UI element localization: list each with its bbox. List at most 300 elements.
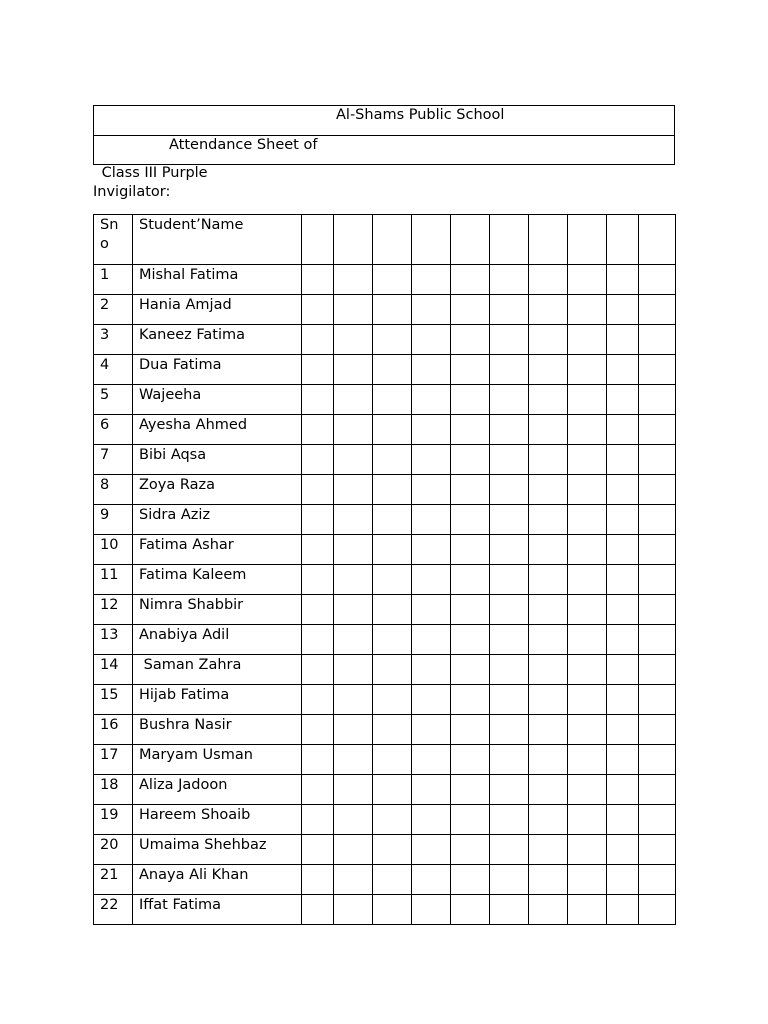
- attendance-cell[interactable]: [607, 775, 639, 805]
- attendance-cell[interactable]: [451, 625, 490, 655]
- attendance-cell[interactable]: [334, 475, 373, 505]
- attendance-cell[interactable]: [302, 895, 334, 925]
- attendance-cell[interactable]: [607, 535, 639, 565]
- attendance-cell[interactable]: [568, 445, 607, 475]
- table-row: [94, 595, 676, 625]
- attendance-cell[interactable]: [373, 505, 412, 535]
- attendance-cell[interactable]: [639, 655, 676, 685]
- attendance-cell[interactable]: [412, 295, 451, 325]
- attendance-cell[interactable]: [568, 835, 607, 865]
- attendance-cell[interactable]: [607, 415, 639, 445]
- attendance-cell[interactable]: [302, 415, 334, 445]
- attendance-cell[interactable]: [451, 865, 490, 895]
- attendance-cell[interactable]: [302, 385, 334, 415]
- attendance-cell[interactable]: [639, 265, 676, 295]
- header-row-school: [94, 106, 674, 136]
- attendance-cell[interactable]: [529, 595, 568, 625]
- attendance-cell[interactable]: [490, 295, 529, 325]
- attendance-cell[interactable]: [607, 385, 639, 415]
- attendance-cell[interactable]: [334, 655, 373, 685]
- table-header-row: [94, 215, 676, 265]
- attendance-cell[interactable]: [529, 265, 568, 295]
- sno-cell: [94, 505, 133, 535]
- attendance-header-cell: [639, 215, 676, 265]
- serial-number: 4: [100, 357, 110, 373]
- attendance-cell[interactable]: [373, 835, 412, 865]
- attendance-cell[interactable]: [334, 775, 373, 805]
- attendance-cell[interactable]: [639, 805, 676, 835]
- attendance-cell[interactable]: [412, 865, 451, 895]
- table-row: [94, 775, 676, 805]
- attendance-cell[interactable]: [412, 505, 451, 535]
- attendance-cell[interactable]: [451, 895, 490, 925]
- attendance-cell[interactable]: [373, 565, 412, 595]
- attendance-cell[interactable]: [451, 655, 490, 685]
- name-cell: [133, 865, 302, 895]
- attendance-cell[interactable]: [490, 865, 529, 895]
- attendance-cell[interactable]: [490, 655, 529, 685]
- attendance-cell[interactable]: [451, 565, 490, 595]
- attendance-cell[interactable]: [302, 355, 334, 385]
- attendance-cell[interactable]: [568, 865, 607, 895]
- name-cell: [133, 625, 302, 655]
- attendance-cell[interactable]: [490, 535, 529, 565]
- name-cell: [133, 715, 302, 745]
- attendance-cell[interactable]: [568, 685, 607, 715]
- attendance-cell[interactable]: [334, 295, 373, 325]
- attendance-cell[interactable]: [607, 895, 639, 925]
- table-row: [94, 895, 676, 925]
- attendance-cell[interactable]: [451, 505, 490, 535]
- sno-cell: [94, 895, 133, 925]
- attendance-cell[interactable]: [639, 775, 676, 805]
- attendance-cell[interactable]: [607, 265, 639, 295]
- attendance-cell[interactable]: [490, 715, 529, 745]
- attendance-cell[interactable]: [607, 565, 639, 595]
- attendance-cell[interactable]: [529, 385, 568, 415]
- attendance-cell[interactable]: [373, 355, 412, 385]
- attendance-cell[interactable]: [490, 685, 529, 715]
- attendance-cell[interactable]: [373, 475, 412, 505]
- table-row: [94, 475, 676, 505]
- name-cell: [133, 355, 302, 385]
- attendance-cell[interactable]: [451, 475, 490, 505]
- attendance-cell[interactable]: [451, 745, 490, 775]
- attendance-cell[interactable]: [568, 415, 607, 445]
- attendance-cell[interactable]: [490, 805, 529, 835]
- serial-number: 7: [100, 447, 110, 463]
- attendance-cell[interactable]: [451, 355, 490, 385]
- attendance-cell[interactable]: [607, 655, 639, 685]
- attendance-cell[interactable]: [639, 535, 676, 565]
- name-cell: [133, 325, 302, 355]
- student-name: Maryam Usman: [139, 747, 253, 763]
- student-name: Fatima Kaleem: [139, 567, 247, 583]
- attendance-cell[interactable]: [451, 595, 490, 625]
- attendance-cell[interactable]: [529, 325, 568, 355]
- attendance-cell[interactable]: [373, 535, 412, 565]
- sno-cell: [94, 565, 133, 595]
- attendance-cell[interactable]: [373, 805, 412, 835]
- table-row: [94, 655, 676, 685]
- attendance-cell[interactable]: [490, 355, 529, 385]
- name-cell: [133, 445, 302, 475]
- attendance-cell[interactable]: [607, 355, 639, 385]
- attendance-cell[interactable]: [412, 325, 451, 355]
- attendance-cell[interactable]: [490, 385, 529, 415]
- attendance-cell[interactable]: [302, 775, 334, 805]
- attendance-cell[interactable]: [334, 805, 373, 835]
- attendance-cell[interactable]: [639, 505, 676, 535]
- attendance-cell[interactable]: [412, 475, 451, 505]
- sno-cell: [94, 325, 133, 355]
- attendance-cell[interactable]: [412, 805, 451, 835]
- attendance-cell[interactable]: [412, 265, 451, 295]
- serial-number: 16: [100, 717, 119, 733]
- attendance-cell[interactable]: [529, 745, 568, 775]
- serial-number: 15: [100, 687, 119, 703]
- student-name: Zoya Raza: [139, 477, 216, 493]
- attendance-cell[interactable]: [334, 565, 373, 595]
- sno-cell: [94, 685, 133, 715]
- attendance-cell[interactable]: [373, 265, 412, 295]
- attendance-cell[interactable]: [639, 745, 676, 775]
- sno-header: Sno: [100, 217, 119, 252]
- serial-number: 22: [100, 897, 119, 913]
- table-row: [94, 325, 676, 355]
- attendance-cell[interactable]: [334, 685, 373, 715]
- name-cell: [133, 835, 302, 865]
- attendance-cell[interactable]: [529, 355, 568, 385]
- attendance-cell[interactable]: [639, 865, 676, 895]
- attendance-cell[interactable]: [302, 505, 334, 535]
- sno-cell: [94, 745, 133, 775]
- attendance-cell[interactable]: [490, 775, 529, 805]
- attendance-cell[interactable]: [373, 445, 412, 475]
- attendance-cell[interactable]: [412, 715, 451, 745]
- table-row: [94, 745, 676, 775]
- attendance-cell[interactable]: [302, 625, 334, 655]
- attendance-cell[interactable]: [568, 895, 607, 925]
- attendance-cell[interactable]: [334, 595, 373, 625]
- attendance-cell[interactable]: [607, 295, 639, 325]
- attendance-cell[interactable]: [451, 445, 490, 475]
- name-cell: [133, 775, 302, 805]
- attendance-cell[interactable]: [412, 835, 451, 865]
- attendance-cell[interactable]: [302, 265, 334, 295]
- attendance-cell[interactable]: [529, 625, 568, 655]
- attendance-cell[interactable]: [373, 655, 412, 685]
- attendance-cell[interactable]: [529, 775, 568, 805]
- attendance-cell[interactable]: [373, 595, 412, 625]
- sno-header-cell: [94, 215, 133, 265]
- attendance-cell[interactable]: [412, 595, 451, 625]
- attendance-table: [93, 214, 676, 925]
- attendance-cell[interactable]: [529, 865, 568, 895]
- attendance-cell[interactable]: [607, 745, 639, 775]
- attendance-cell[interactable]: [412, 745, 451, 775]
- name-cell: [133, 535, 302, 565]
- attendance-cell[interactable]: [568, 595, 607, 625]
- attendance-cell[interactable]: [639, 715, 676, 745]
- attendance-cell[interactable]: [490, 415, 529, 445]
- student-name: Bibi Aqsa: [139, 447, 207, 463]
- attendance-cell[interactable]: [607, 625, 639, 655]
- attendance-cell[interactable]: [529, 835, 568, 865]
- table-row: [94, 685, 676, 715]
- attendance-cell[interactable]: [490, 505, 529, 535]
- attendance-cell[interactable]: [639, 475, 676, 505]
- attendance-cell[interactable]: [568, 715, 607, 745]
- attendance-cell[interactable]: [607, 505, 639, 535]
- attendance-cell[interactable]: [568, 805, 607, 835]
- sno-cell: [94, 535, 133, 565]
- attendance-cell[interactable]: [302, 655, 334, 685]
- name-cell: [133, 415, 302, 445]
- attendance-cell[interactable]: [568, 475, 607, 505]
- attendance-cell[interactable]: [451, 295, 490, 325]
- attendance-cell[interactable]: [302, 595, 334, 625]
- table-row: [94, 625, 676, 655]
- serial-number: 10: [100, 537, 119, 553]
- attendance-cell[interactable]: [568, 505, 607, 535]
- serial-number: 14: [100, 657, 119, 673]
- attendance-cell[interactable]: [607, 445, 639, 475]
- attendance-cell[interactable]: [334, 415, 373, 445]
- attendance-cell[interactable]: [568, 385, 607, 415]
- table-row: [94, 805, 676, 835]
- attendance-cell[interactable]: [334, 505, 373, 535]
- serial-number: 13: [100, 627, 119, 643]
- attendance-cell[interactable]: [412, 655, 451, 685]
- attendance-cell[interactable]: [529, 565, 568, 595]
- attendance-cell[interactable]: [607, 715, 639, 745]
- attendance-cell[interactable]: [490, 475, 529, 505]
- attendance-cell[interactable]: [373, 745, 412, 775]
- attendance-cell[interactable]: [639, 295, 676, 325]
- serial-number: 12: [100, 597, 119, 613]
- attendance-cell[interactable]: [302, 865, 334, 895]
- attendance-cell[interactable]: [639, 565, 676, 595]
- table-row: [94, 295, 676, 325]
- attendance-cell[interactable]: [529, 535, 568, 565]
- header-row-title: [94, 136, 674, 166]
- student-name: Sidra Aziz: [139, 507, 211, 523]
- attendance-cell[interactable]: [302, 445, 334, 475]
- sno-cell: [94, 655, 133, 685]
- attendance-cell[interactable]: [373, 415, 412, 445]
- attendance-cell[interactable]: [412, 895, 451, 925]
- attendance-cell[interactable]: [639, 415, 676, 445]
- attendance-cell[interactable]: [639, 595, 676, 625]
- attendance-cell[interactable]: [334, 865, 373, 895]
- attendance-cell[interactable]: [529, 655, 568, 685]
- attendance-cell[interactable]: [490, 565, 529, 595]
- attendance-cell[interactable]: [639, 895, 676, 925]
- attendance-cell[interactable]: [639, 385, 676, 415]
- attendance-cell[interactable]: [334, 385, 373, 415]
- attendance-cell[interactable]: [334, 445, 373, 475]
- student-name: Dua Fatima: [139, 357, 222, 373]
- attendance-cell[interactable]: [373, 715, 412, 745]
- attendance-cell[interactable]: [639, 325, 676, 355]
- student-name: Hania Amjad: [139, 297, 232, 313]
- table-row: [94, 865, 676, 895]
- attendance-table-body: [94, 215, 676, 925]
- attendance-cell[interactable]: [412, 355, 451, 385]
- attendance-cell[interactable]: [568, 655, 607, 685]
- name-cell: [133, 745, 302, 775]
- attendance-cell[interactable]: [451, 805, 490, 835]
- attendance-cell[interactable]: [373, 865, 412, 895]
- attendance-cell[interactable]: [639, 445, 676, 475]
- attendance-cell[interactable]: [607, 685, 639, 715]
- serial-number: 20: [100, 837, 119, 853]
- attendance-cell[interactable]: [334, 835, 373, 865]
- attendance-cell[interactable]: [412, 625, 451, 655]
- attendance-cell[interactable]: [302, 805, 334, 835]
- attendance-cell[interactable]: [639, 625, 676, 655]
- attendance-cell[interactable]: [412, 535, 451, 565]
- student-name: Anaya Ali Khan: [139, 867, 249, 883]
- attendance-cell[interactable]: [490, 895, 529, 925]
- attendance-cell[interactable]: [302, 715, 334, 745]
- attendance-cell[interactable]: [302, 325, 334, 355]
- attendance-cell[interactable]: [373, 775, 412, 805]
- attendance-cell[interactable]: [529, 505, 568, 535]
- attendance-cell[interactable]: [302, 745, 334, 775]
- attendance-cell[interactable]: [334, 325, 373, 355]
- attendance-cell[interactable]: [451, 535, 490, 565]
- attendance-cell[interactable]: [302, 535, 334, 565]
- attendance-cell[interactable]: [529, 415, 568, 445]
- serial-number: 5: [100, 387, 110, 403]
- attendance-cell[interactable]: [451, 835, 490, 865]
- attendance-cell[interactable]: [451, 325, 490, 355]
- attendance-cell[interactable]: [334, 355, 373, 385]
- attendance-cell[interactable]: [607, 865, 639, 895]
- table-row: [94, 505, 676, 535]
- attendance-cell[interactable]: [490, 625, 529, 655]
- attendance-cell[interactable]: [639, 685, 676, 715]
- attendance-cell[interactable]: [568, 625, 607, 655]
- attendance-cell[interactable]: [607, 805, 639, 835]
- attendance-cell[interactable]: [302, 295, 334, 325]
- attendance-cell[interactable]: [412, 415, 451, 445]
- attendance-cell[interactable]: [607, 325, 639, 355]
- student-name: Nimra Shabbir: [139, 597, 244, 613]
- attendance-cell[interactable]: [568, 265, 607, 295]
- attendance-cell[interactable]: [412, 685, 451, 715]
- attendance-cell[interactable]: [373, 685, 412, 715]
- attendance-cell[interactable]: [373, 325, 412, 355]
- attendance-cell[interactable]: [373, 625, 412, 655]
- attendance-cell[interactable]: [412, 565, 451, 595]
- attendance-header-cell: [412, 215, 451, 265]
- attendance-cell[interactable]: [334, 895, 373, 925]
- attendance-cell[interactable]: [529, 295, 568, 325]
- attendance-cell[interactable]: [451, 415, 490, 445]
- attendance-cell[interactable]: [451, 775, 490, 805]
- attendance-cell[interactable]: [490, 445, 529, 475]
- attendance-cell[interactable]: [334, 625, 373, 655]
- attendance-header-cell: [490, 215, 529, 265]
- attendance-cell[interactable]: [334, 715, 373, 745]
- student-name-header: Student’Name: [139, 217, 244, 233]
- sno-cell: [94, 295, 133, 325]
- attendance-cell[interactable]: [334, 265, 373, 295]
- attendance-cell[interactable]: [490, 835, 529, 865]
- sno-cell: [94, 835, 133, 865]
- student-name: Hijab Fatima: [139, 687, 230, 703]
- sno-cell: [94, 385, 133, 415]
- attendance-cell[interactable]: [451, 265, 490, 295]
- attendance-cell[interactable]: [451, 715, 490, 745]
- attendance-cell[interactable]: [302, 475, 334, 505]
- attendance-cell[interactable]: [568, 565, 607, 595]
- attendance-cell[interactable]: [334, 535, 373, 565]
- attendance-cell[interactable]: [334, 745, 373, 775]
- attendance-cell[interactable]: [568, 745, 607, 775]
- attendance-cell[interactable]: [568, 535, 607, 565]
- serial-number: 3: [100, 327, 110, 343]
- attendance-cell[interactable]: [490, 745, 529, 775]
- attendance-header-cell: [607, 215, 639, 265]
- attendance-cell[interactable]: [568, 355, 607, 385]
- name-cell: [133, 265, 302, 295]
- attendance-cell[interactable]: [639, 355, 676, 385]
- attendance-cell[interactable]: [529, 445, 568, 475]
- attendance-cell[interactable]: [568, 325, 607, 355]
- attendance-cell[interactable]: [373, 385, 412, 415]
- attendance-cell[interactable]: [529, 805, 568, 835]
- attendance-cell[interactable]: [451, 685, 490, 715]
- attendance-cell[interactable]: [529, 895, 568, 925]
- attendance-cell[interactable]: [529, 715, 568, 745]
- serial-number: 1: [100, 267, 110, 283]
- attendance-cell[interactable]: [373, 895, 412, 925]
- attendance-cell[interactable]: [412, 385, 451, 415]
- serial-number: 2: [100, 297, 110, 313]
- attendance-cell[interactable]: [607, 475, 639, 505]
- attendance-cell[interactable]: [412, 775, 451, 805]
- attendance-cell[interactable]: [373, 295, 412, 325]
- attendance-cell[interactable]: [568, 295, 607, 325]
- student-name: Anabiya Adil: [139, 627, 230, 643]
- attendance-cell[interactable]: [490, 325, 529, 355]
- attendance-cell[interactable]: [302, 685, 334, 715]
- attendance-cell[interactable]: [412, 445, 451, 475]
- attendance-cell[interactable]: [607, 835, 639, 865]
- attendance-header-cell: [302, 215, 334, 265]
- attendance-cell[interactable]: [451, 385, 490, 415]
- attendance-cell[interactable]: [639, 835, 676, 865]
- sno-cell: [94, 415, 133, 445]
- name-cell: [133, 805, 302, 835]
- attendance-cell[interactable]: [568, 775, 607, 805]
- name-cell: [133, 475, 302, 505]
- attendance-cell[interactable]: [302, 835, 334, 865]
- attendance-cell[interactable]: [302, 565, 334, 595]
- attendance-cell[interactable]: [607, 595, 639, 625]
- serial-number: 19: [100, 807, 119, 823]
- attendance-header-cell: [451, 215, 490, 265]
- attendance-cell[interactable]: [490, 265, 529, 295]
- attendance-cell[interactable]: [490, 595, 529, 625]
- header-box: [93, 105, 675, 165]
- attendance-cell[interactable]: [529, 475, 568, 505]
- attendance-cell[interactable]: [529, 685, 568, 715]
